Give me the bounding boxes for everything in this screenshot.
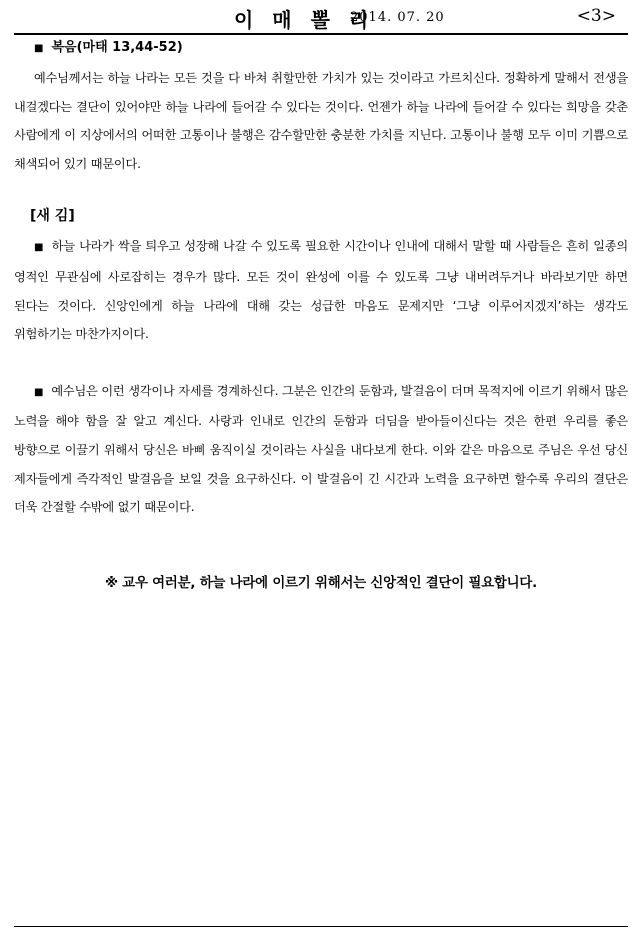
closing-message: ※ 교우 여러분, 하늘 나라에 이르기 위해서는 신앙적인 결단이 필요합니다. [104,575,538,591]
reflection-paragraph-1 [14,232,628,348]
page-header [14,4,628,32]
reflection-paragraph-2 [14,377,628,522]
reflection-text-2: 예수님은 이런 생각이나 자세를 경계하신다. 그분은 인간의 둔함과, 발걸음이 더며 목적지에 이르기 위해서 많은 노력을 해야 함을 잘 알고 계신다. 사랑과 인내로 인간의 둔함과 더딤을 받아들이신다는 것은 한편 우리를 좋은 방향으로 이끌기 위해서 당신은 바삐 움직이실 것이라는 사실을 내다보게 한다. 이와 같은 마음으로 주님은 우선 당신 제자들에게 즉각적인 발걸음을 보일 것을 요구하신다. 이 발걸음이 긴 시간과 노력을 요구하면 할수록 우리의 결단은 더욱 간절할 수밖에 없기 때문이다. [14,383,628,515]
reflection-heading: [새 김] [30,208,75,225]
gospel-heading-text: 복음(마태 13,44-52) [51,40,183,55]
gospel-paragraph: 예수님께서는 하늘 나라는 모든 것을 다 바쳐 취할만한 가치가 있는 것이라고 가르치신다. 정확하게 말해서 전생을 내걸겠다는 결단이 있어야만 하늘 나라에 들어갈 수 있다는 것이다. 언젠가 하늘 나라에 들어갈 수 있다는 희망을 갖춘 사람에게 이 지상에서의 어떠한 고통이나 불행은 감수할만한 충분한 가치를 지닌다. 고통이나 불행 모두 이미 기쁨으로 채색되어 있기 때문이다. [14,71,628,171]
bulletin-date: 2014. 07. 20 [350,10,445,25]
footer-divider [14,926,628,927]
page-number: <3> [576,6,616,26]
square-bullet-icon: ■ [34,242,44,254]
reflection-text-1: 하늘 나라가 싹을 틔우고 성장해 나갈 수 있도록 필요한 시간이나 인내에 대해서 말할 때 사람들은 흔히 일종의 영적인 무관심에 사로잡히는 경우가 많다. 모든 것이 완성에 이를 수 있도록 그냥 내버려두거나 바라보기만 하면 된다는 것이다. 신앙인에게 하늘 나라에 대해 갖는 성급한 마음도 문제지만 ‘그냥 이루어지겠지’하는 생각도 위험하기는 마찬가지이다. [14,239,628,342]
square-bullet-icon: ■ [34,43,44,54]
bulletin-title: 이 매 뽈 리 [234,8,375,32]
header-divider [14,33,628,35]
page-content [14,38,628,591]
gospel-heading [34,38,628,58]
square-bullet-icon: ■ [34,386,44,398]
